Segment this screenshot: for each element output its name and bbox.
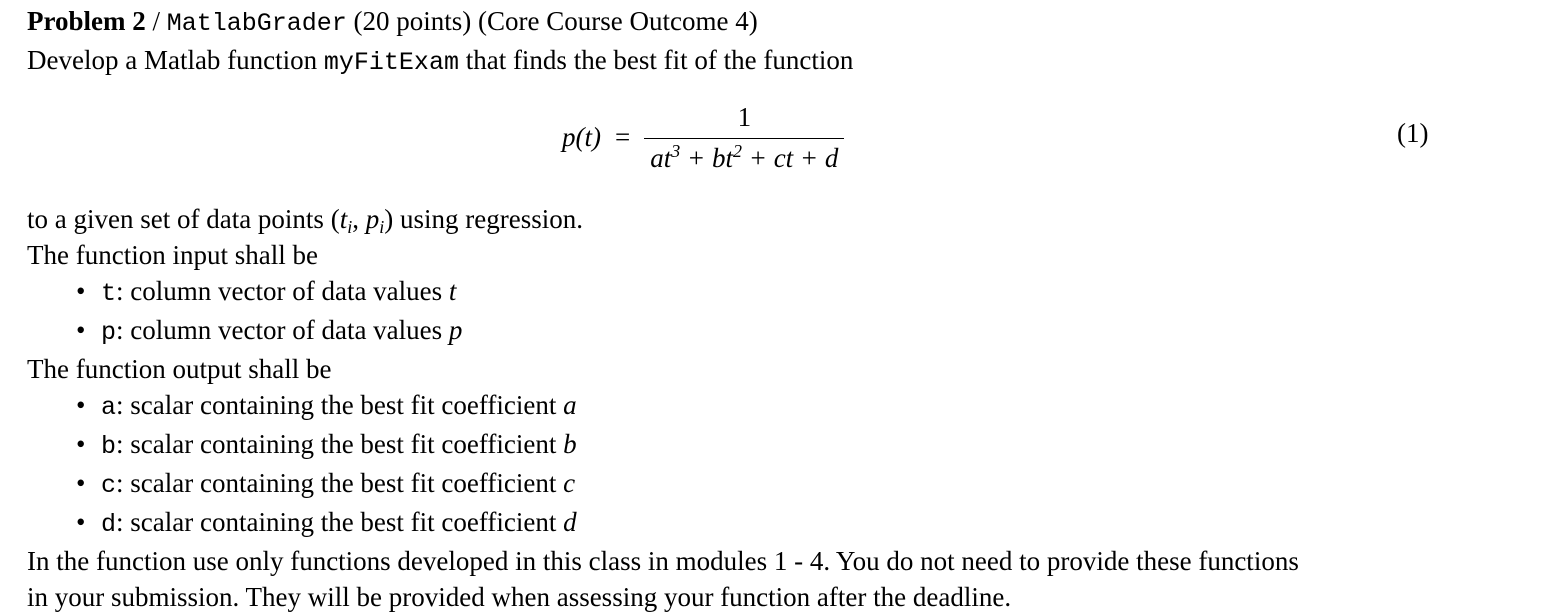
list-item <box>76 465 1537 504</box>
input-var: t <box>448 276 457 306</box>
output-var: a <box>563 390 577 420</box>
list-item <box>76 387 1537 426</box>
outputs-list <box>27 387 1537 543</box>
den-term-a: at <box>650 142 672 173</box>
output-desc: : scalar containing the best fit coefficient <box>116 429 564 459</box>
equation <box>562 91 844 183</box>
den-term-b: + bt <box>680 142 733 173</box>
regression-text-after: using regression. <box>393 204 583 234</box>
output-var: c <box>563 468 576 498</box>
input-desc: : column vector of data values <box>116 276 449 306</box>
problem-label: Problem 2 <box>27 6 146 36</box>
equation-equals: = <box>614 122 631 152</box>
bullet-icon: • <box>76 315 86 345</box>
output-var: d <box>563 507 577 537</box>
list-item <box>76 273 1537 312</box>
problem-content <box>27 3 1537 615</box>
output-desc: : scalar containing the best fit coefficient <box>116 507 564 537</box>
output-code-c: c <box>101 471 117 500</box>
notes-line-2: in your submission. They will be provided when assessing your function after the deadline. <box>27 582 1012 612</box>
equation-lhs: p(t) <box>562 122 601 152</box>
output-var: b <box>563 429 577 459</box>
equation-row <box>27 83 1537 201</box>
input-desc: : column vector of data values <box>116 315 449 345</box>
sub-i-2: i <box>379 217 385 237</box>
list-item <box>76 504 1537 543</box>
comma: , <box>352 204 366 234</box>
list-item <box>76 426 1537 465</box>
paren-close: ) <box>384 204 394 234</box>
input-code-t: t <box>101 279 117 308</box>
header-separator: / <box>145 6 167 36</box>
sub-i-1: i <box>347 217 353 237</box>
inputs-heading: The function input shall be <box>27 240 318 270</box>
equation-number: (1) <box>1397 118 1429 148</box>
den-term-rest: + ct + d <box>741 142 839 173</box>
output-code-d: d <box>101 510 117 539</box>
function-name: myFitExam <box>323 48 459 77</box>
intro-line <box>27 42 1537 81</box>
problem-header <box>27 3 1537 42</box>
fraction-numerator: 1 <box>737 101 752 132</box>
grader-name: MatlabGrader <box>166 9 347 38</box>
output-desc: : scalar containing the best fit coefficient <box>116 468 564 498</box>
inputs-list <box>27 273 1537 351</box>
bullet-icon: • <box>76 468 86 498</box>
input-var: p <box>448 315 463 345</box>
fraction-bar <box>644 138 844 139</box>
output-desc: : scalar containing the best fit coefficient <box>116 390 564 420</box>
problem-points: (20 points) (Core Course Outcome 4) <box>346 6 758 36</box>
equation-fraction <box>644 100 844 175</box>
intro-text-after: that finds the best fit of the function <box>458 45 854 75</box>
list-item <box>76 312 1537 351</box>
intro-text-before: Develop a Matlab function <box>27 45 324 75</box>
output-code-b: b <box>101 432 117 461</box>
bullet-icon: • <box>76 507 86 537</box>
outputs-heading: The function output shall be <box>27 354 332 384</box>
bullet-icon: • <box>76 429 86 459</box>
var-t: t <box>339 204 348 234</box>
notes-line-1: In the function use only functions developed in this class in modules 1 - 4. You do not need to provide these functions <box>27 546 1299 576</box>
bullet-icon: • <box>76 390 86 420</box>
bullet-icon: • <box>76 276 86 306</box>
fraction-denominator <box>644 141 844 175</box>
den-exp-2: 2 <box>732 140 742 161</box>
paren-open: ( <box>330 204 340 234</box>
regression-line <box>27 201 1537 237</box>
den-exp-3: 3 <box>671 140 681 161</box>
var-p: p <box>365 204 380 234</box>
regression-text-before: to a given set of data points <box>27 204 331 234</box>
input-code-p: p <box>101 318 117 347</box>
output-code-a: a <box>101 393 117 422</box>
